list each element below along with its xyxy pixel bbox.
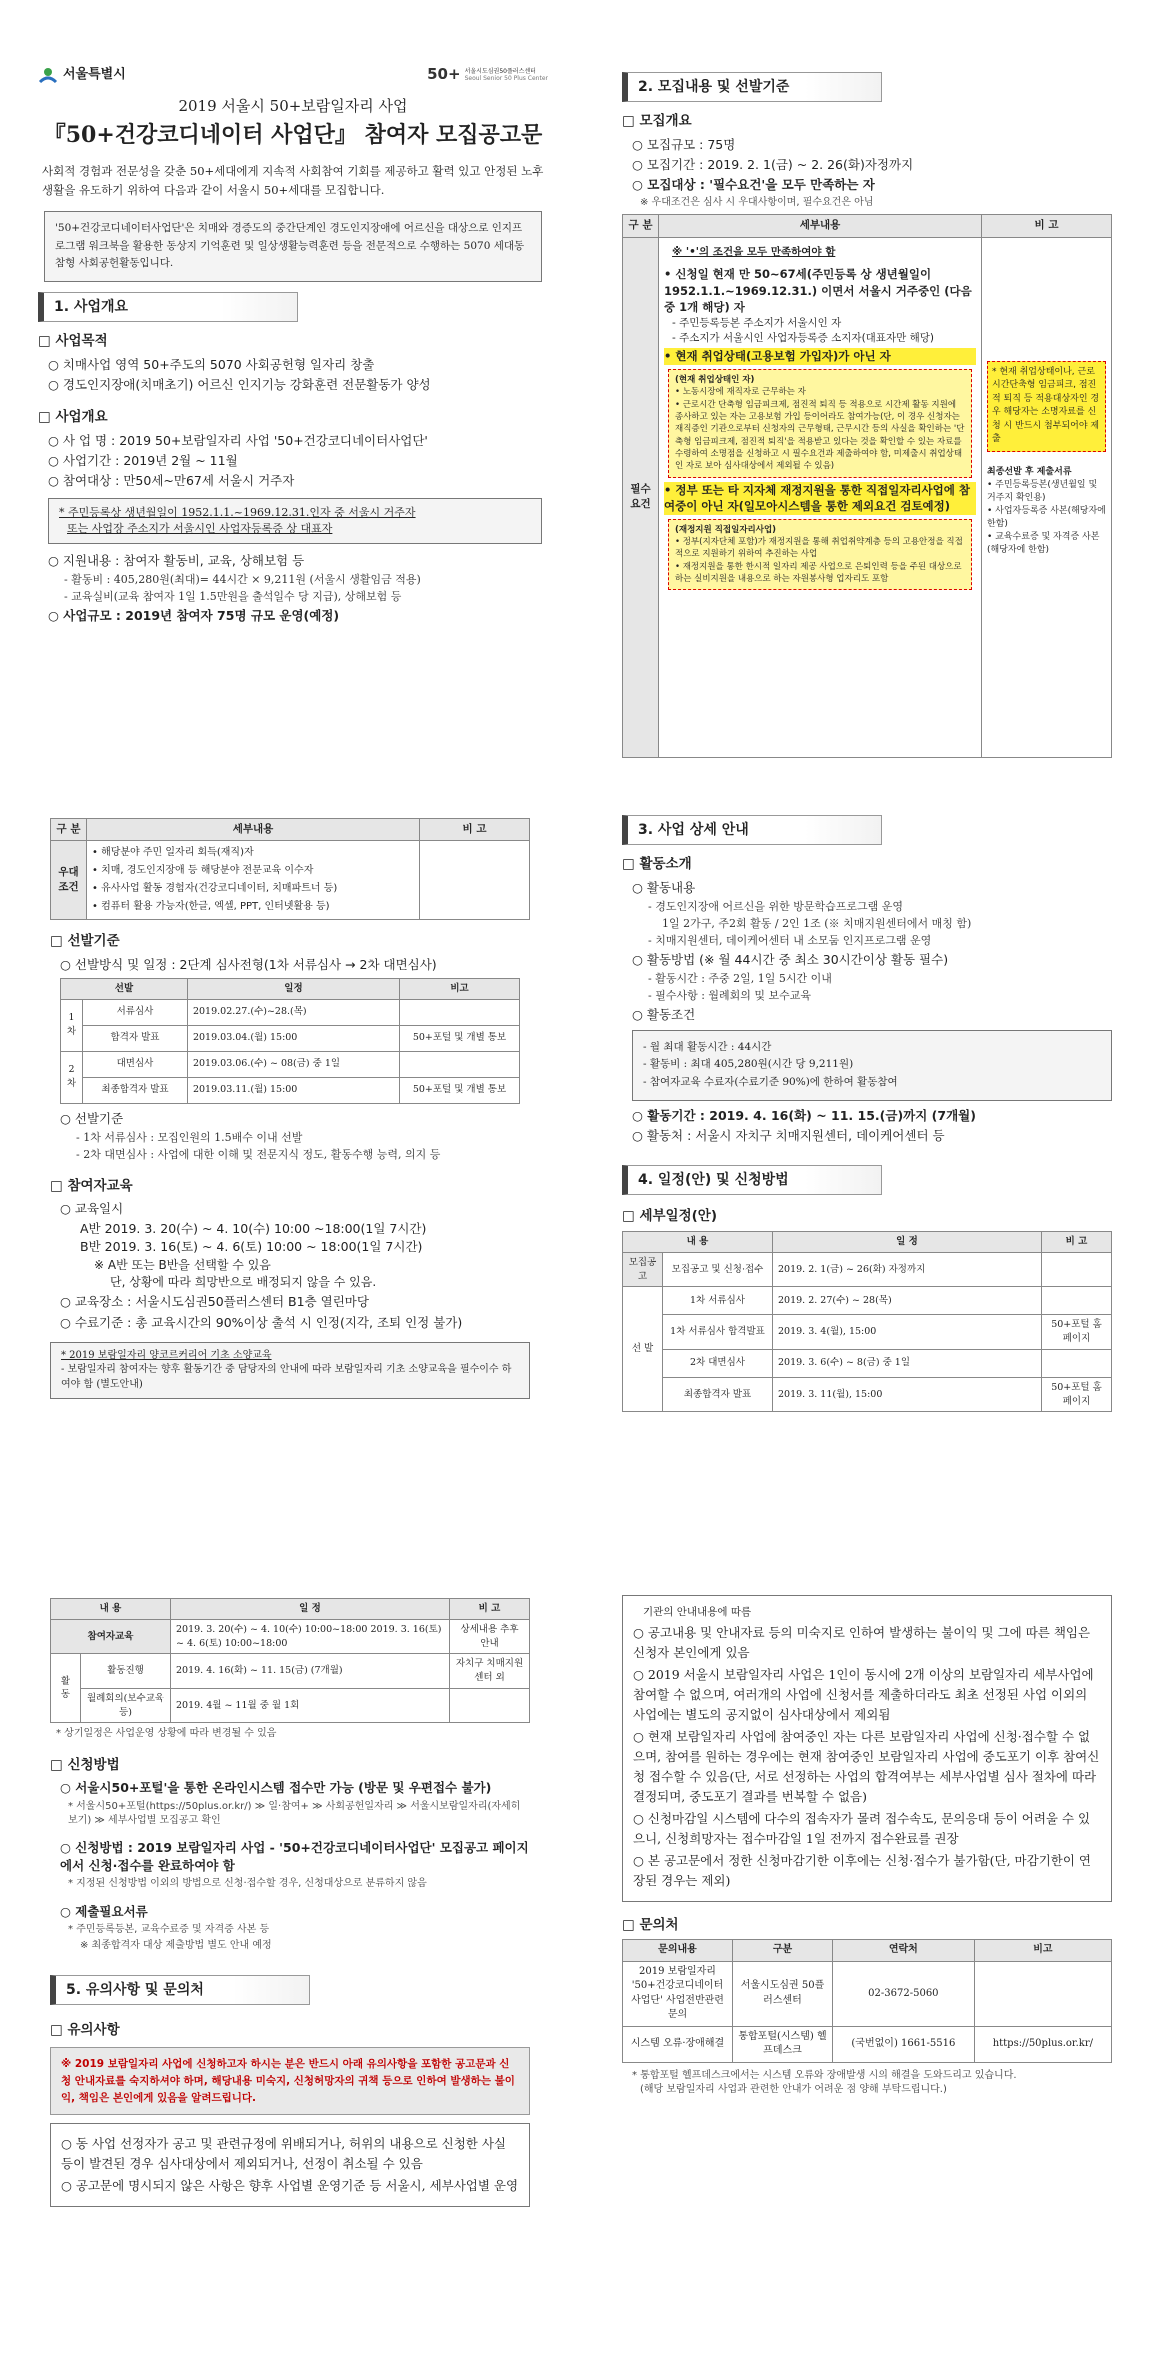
purpose-item: ○ 치매사업 영역 50+주도의 5070 사회공헌형 일자리 창출 — [48, 356, 548, 374]
employment-box: (현재 취업상태인 자) • 노동시장에 재직자로 근무하는 자 • 근로시간 단축형 임금피크제, 점진적 퇴직 등 적용으로 시간제 활동 지원에 종사하고 있는 자는 고용보험 가입 등이어라도 참여가능(단, 이 경우 신청자는 재직증인 기관으로부터 신청자의 근무형태, 근무시간 등의 사실을 확인하는 '단축형 임금피크제, 점진적 퇴직'을 적용받고 있다는 것을 확인할 수 있는 자료를 수령하여 소명점을 신청하고 시 필수요건과 제출하여야 함, 미제출시 취업상태인 자로 보아 심사대상에서 제외될 수 있음) — [668, 369, 972, 478]
contact-table: 문의내용 구분 연락처 비고 2019 보람일자리 '50+건강코디네이터사업단' 사업전반관련 문의 서울시도심권 50플러스센터 02-3672-5060 시스템 오류·장애해결 통합포털(시스템) 헬프데스크 (국번없이) 1661-5516 https://50plus.or.kr/ — [622, 1939, 1112, 2063]
selection-row: 합격자 발표 2019.03.04.(월) 15:00 50+포털 및 개별 통보 — [61, 1025, 520, 1051]
fifty-plus-logo: 50+ 서울시도심권50플러스센터 Seoul Senior 50 Plus Center — [427, 65, 548, 84]
support-item: ○ 지원내용 : 참여자 활동비, 교육, 상해보험 등 — [48, 552, 548, 570]
requirements-table: 구 분 세부내용 비 고 필수 요건 ※ '•'의 조건을 모두 만족하여야 함 • 신청일 현재 만 50~67세(주민등록 상 생년월일이 1952.1.1.~1969.12.31.) 이면서 서울시 거주중인 (다음 중 1개 해당) 자 - 주민등록등본 주소지가 서울시인 자 - 주소지가 서울시인 사업자등록증 소지자(대표자만 해당) • 현재 취업상태(고용보험 가입자)가 아닌 자 (현재 취업상태인 자) • 노동시장에 재직자로 근무하는 자 • 근로시간 단축형 임금피크제, 점진적 퇴직 등 적용으로 시간제 활동 지원에 종사하고 있는 자는 고용보험 가입 등이어라도 참여가능(단, 이 경우 신청자는 재직증인 기관으로부터 신청자의 근무형태, 근무시간 등의 사실을 확인하는 '단축형 임금피크제, 점진적 퇴직'을 적용받고 있다는 것을 확인할 수 있는 자료를 수령하여 소명점을 신청하고 시 필수요건과 제출하여야 함, 미제출시 취업상태인 자로 보아 심사대상에서 제외될 수 있음) • 정부 또는 타 지자체 재정지원을 통한 직접일자리사업에 참여중이 아닌 자(일모아시스템을 통한 제외요건 검토예정) (재정지원 직접일자리사업) • 정부(지자단체 포함)가 재정지원을 통해 취업취약계층 등의 고용안정을 직접적으로 지원하기 위하여 추진하는 사업 • 재정지원을 통한 한시적 일자리 제공 사업으로 은퇴인력 등을 주된 대상으로 하는 실비지원을 내용으로 하는 자원봉사형 업자리도 포함 * 현재 취업상태이나, 근로시간단축형 임금피크, 점진적 퇴직 등 적용대상자인 경우 해당자는 소명자료를 신청 시 반드시 첨부되어야 제출 최종선발 후 제출서류 • 주민등록등본(생년월일 및 거주지 확인용) • 사업자등록증 사본(해당자에 한함) • 교육수료증 및 자격증 사본(해당자에 한함) — [622, 214, 1112, 757]
caution-box: ※ 2019 보람일자리 사업에 신청하고자 하시는 분은 반드시 아래 유의사항을 포함한 공고문과 신청 안내자료를 숙지하셔야 하며, 해당내용 미숙지, 신청허망자의 귀책 등으로 인하여 발생하는 불이익, 책임은 본인에게 있음을 알려드립니다. — [50, 2047, 530, 2115]
seoul-logo: 서울특별시 — [38, 66, 126, 85]
page-title: 『50+건강코디네이터 사업단』 참여자 모집공고문 — [43, 121, 543, 148]
preference-table: 구 분 세부내용 비 고 우대 조건 • 해당분야 주민 일자리 회득(재직)자 • 치매, 경도인지장애 등 해당분야 전문교육 이수자 • 유사사업 활동 경험자(건강코디네이터, 치매파트너 등) • 컴퓨터 활용 가능자(한글, 엑셀, PPT, 인터넷활용 등) — [50, 818, 530, 920]
overview-item: ○ 사 업 명 : 2019 50+보람일자리 사업 '50+건강코디네이터사업단' — [48, 432, 548, 450]
apply-heading: □ 신청방법 — [50, 1756, 530, 1776]
recruit-heading: □ 모집개요 — [622, 112, 1112, 132]
eligibility-note-box: * 주민등록상 생년월일이 1952.1.1.~1969.12.31.인자 중 서울시 거주자 또는 사업장 주소지가 서울시인 사업자등록증 상 대표자 — [48, 498, 542, 544]
schedule-table-continued: 내 용 일 정 비 고 참여자교육 2019. 3. 20(수) ~ 4. 10(수) 10:00~18:00 2019. 3. 16(토) ~ 4. 6(토) 10:00~18:00 상세내용 추후 안내 활 동 활동진행 2019. 4. 16(화) ~ 11. 15(금) (7개월) 자치구 치매지원센터 외 월례회의(보수교육 등) 2019. 4월 ~ 11월 중 월 1회 — [50, 1598, 530, 1723]
note-highlight: * 현재 취업상태이나, 근로시간단축형 임금피크, 점진적 퇴직 등 적용대상자인 경우 해당자는 소명자료를 신청 시 반드시 첨부되어야 제출 — [987, 361, 1106, 452]
purpose-heading: □ 사업목적 — [38, 332, 548, 352]
selection-row: 1차 서류심사 2019.02.27.(수)~28.(목) — [61, 999, 520, 1025]
caution-list: ○ 동 사업 선정자가 공고 및 관련규정에 위배되거나, 허위의 내용으로 신청한 사실 등이 발견된 경우 심사대상에서 제외되거나, 선정이 취소될 수 있음 ○ 공고문에 명시되지 않은 사항은 향후 사업별 운영기준 등 서울시, 세부사업별 운영 — [50, 2123, 530, 2207]
overview-item: ○ 참여대상 : 만50세~만67세 서울시 거주자 — [48, 472, 548, 490]
education-heading: □ 참여자교육 — [50, 1177, 530, 1197]
section-1-title: 1. 사업개요 — [38, 292, 298, 322]
page-1: 서울특별시 50+ 서울시도심권50플러스센터 Seoul Senior 50 Plus Center 2019 서울시 50+보람일자리 사업 『50+건강코디네이터 사업단』 참여자 모집공고문 사회적 경험과 전문성을 갖춘 50+세대에게 지속적 사회참여 기회를 제공하고 활력 있고 안정된 노후생활을 유도하기 위하여 다음과 같이 서울시 50+세대를 모집합니다. '50+건강코디네이터사업단'은 치매와 경증도의 중간단계인 경도인지장애에 어르신을 대상으로 인지프로그램 워크북을 활용한 동상지 기억훈련 및 일상생활능력훈련 등을 전문적으로 수행하는 5070 세대동참형 사회공헌활동입니다. 1. 사업개요 □ 사업목적 ○ 치매사업 영역 50+주도의 5070 사회공헌형 일자리 창출 ○ 경도인지장애(치매초기) 어르신 인지기능 강화훈련 전문활동가 양성 □ 사업개요 ○ 사 업 명 : 2019 50+보람일자리 사업 '50+건강코디네이터사업단' ○ 사업기간 : 2019년 2월 ~ 11월 ○ 참여대상 : 만50세~만67세 서울시 거주자 * 주민등록상 생년월일이 1952.1.1.~1969.12.31.인자 중 서울시 거주자 또는 사업장 주소지가 서울시인 사업자등록증 상 대표자 ○ 지원내용 : 참여자 활동비, 교육, 상해보험 등 - 활동비 : 405,280원(최대)= 44시간 × 9,211원 (서울시 생활임금 적용) - 교육실비(교육 참여자 1일 1.5만원을 출석일수 당 지급), 상해보험 등 ○ 사업규모 : 2019년 참여자 75명 규모 운영(예정) — [38, 62, 548, 782]
title-line1: 2019 서울시 50+보람일자리 사업 — [178, 97, 408, 115]
intro-text: 사회적 경험과 전문성을 갖춘 50+세대에게 지속적 사회참여 기회를 제공하고 활력 있고 안정된 노후생활을 유도하기 위하여 다음과 같이 서울시 50+세대를 모집합니다. — [42, 163, 544, 198]
selection-row: 2차 대면심사 2019.03.06.(수) ~ 08(금) 중 1일 — [61, 1051, 520, 1077]
financial-support-box: (재정지원 직접일자리사업) • 정부(지자단체 포함)가 재정지원을 통해 취업취약계층 등의 고용안정을 직접적으로 지원하기 위하여 추진하는 사업 • 재정지원을 통한 한시적 일자리 제공 사업으로 은퇴인력 등을 주된 대상으로 하는 실비지원을 내용으로 하는 자원봉사형 업자리도 포함 — [668, 519, 972, 591]
overview-item: ○ 사업기간 : 2019년 2월 ~ 11월 — [48, 452, 548, 470]
selection-heading: □ 선발기준 — [50, 932, 530, 952]
activity-heading: □ 활동소개 — [622, 855, 1112, 875]
caution-heading: □ 유의사항 — [50, 2021, 530, 2041]
portal-link[interactable]: https://50plus.or.kr/ — [974, 2026, 1111, 2062]
onboarding-box: * 2019 보람일자리 양코르커리어 기초 소양교육 - 보람일자리 참여자는 향후 활동기간 중 담당자의 안내에 따라 보람일자리 기초 소양교육을 필수이수 하여야 함 (별도안내) — [50, 1342, 530, 1400]
contact-heading: □ 문의처 — [622, 1916, 1112, 1936]
caution-list-continued: 기관의 안내내용에 따름 ○ 공고내용 및 안내자료 등의 미숙지로 인하여 발생하는 불이익 및 그에 따른 책임은 신청자 본인에게 있음 ○ 2019 서울시 보람일자리 사업은 1인이 동시에 2개 이상의 보람일자리 세부사업에 참여할 수 없으며, 여러개의 사업에 신청서를 제출하더라도 최초 선정된 사업 이외의 사업에는 별도의 공지없이 심사대상에서 제외됨 ○ 현재 보람일자리 사업에 참여중인 자는 다른 보람일자리 사업에 신청·접수할 수 없으며, 참여를 원하는 경우에는 현재 참여중인 보람일자리 사업에 중도포기 이후 참여신청 접수할 수 있음(단, 서로 선정하는 사업의 합격여부는 세부사업별 심사 절차에 따라 결정되며, 중도포기 결과를 번복할 수 없음) ○ 신청마감일 시스템에 다수의 접속자가 몰려 접수속도, 문의응대 등이 어려울 수 있으니, 신청희망자는 접수마감일 1일 전까지 접수완료를 권장 ○ 본 공고문에서 정한 신청마감기한 이후에는 신청·접수가 불가함(단, 마감기한이 연장된 경우는 제외) — [622, 1595, 1112, 1902]
page-4: 3. 사업 상세 안내 □ 활동소개 ○ 활동내용 - 경도인지장애 어르신을 위한 방문학습프로그램 운영 1일 2가구, 주2회 활동 / 2인 1조 (※ 치매지원센터에서 매칭 함) - 치매지원센터, 데이케어센터 내 소모둠 인지프로그램 운영 ○ 활동방법 (※ 월 44시간 중 최소 30시간이상 활동 필수) - 활동시간 : 주중 2일, 1일 5시간 이내 - 필수사항 : 월례회의 및 보수교육 ○ 활동조건 - 월 최대 활동시간 : 44시간 - 활동비 : 최대 405,280원(시간 당 9,211원) - 참여자교육 수료자(수료기준 90%)에 한하여 활동참여 ○ 활동기간 : 2019. 4. 16(화) ~ 11. 15.(금)까지 (7개월) ○ 활동처 : 서울시 자치구 치매지원센터, 데이케어센터 등 4. 일정(안) 및 신청방법 □ 세부일정(안) 내 용 일 정 비 고 모집공고 모집공고 및 신청·접수 2019. 2. 1(금) ~ 26(화) 자정까지 선 발 1차 서류심사 2019. 2. 27(수) ~ 28(목) 1차 서류심사 합격발표 2019. 3. 4(월), 15:00 50+포털 홈페이지 2차 대면심사 2019. 3. 6(수) ~ 8(금) 중 1일 최종합격자 발표 2019. 3. 11(월), 15:00 50+포털 홈페이지 — [622, 815, 1112, 1495]
section-4-title: 4. 일정(안) 및 신청방법 — [622, 1165, 882, 1195]
schedule-heading: □ 세부일정(안) — [622, 1207, 1112, 1227]
page-header — [38, 62, 548, 88]
purpose-item: ○ 경도인지장애(치매초기) 어르신 인지기능 강화훈련 전문활동가 양성 — [48, 376, 548, 394]
section-5-title: 5. 유의사항 및 문의처 — [50, 1975, 310, 2005]
page-2: 2. 모집내용 및 선발기준 □ 모집개요 ○ 모집규모 : 75명 ○ 모집기간 : 2019. 2. 1(금) ~ 2. 26(화)자정까지 ○ 모집대상 : '필수요건'을 모두 만족하는 자 ※ 우대조건은 심사 시 우대사항이며, 필수요건은 아님 구 분 세부내용 비 고 필수 요건 ※ '•'의 조건을 모두 만족하여야 함 • 신청일 현재 만 50~67세(주민등록 상 생년월일이 1952.1.1.~1969.12.31.) 이면서 서울시 거주중인 (다음 중 1개 해당) 자 - 주민등록등본 주소지가 서울시인 자 - 주소지가 서울시인 사업자등록증 소지자(대표자만 해당) • 현재 취업상태(고용보험 가입자)가 아닌 자 (현재 취업상태인 자) • 노동시장에 재직자로 근무하는 자 • 근로시간 단축형 임금피크제, 점진적 퇴직 등 적용으로 시간제 활동 지원에 종사하고 있는 자는 고용보험 가입 등이어라도 참여가능(단, 이 경우 신청자는 재직증인 기관으로부터 신청자의 근무형태, 근무시간 등의 사실을 확인하는 '단축형 임금피크제, 점진적 퇴직'을 적용받고 있다는 것을 확인할 수 있는 자료를 수령하여 소명점을 신청하고 시 필수요건과 제출하여야 함, 미제출시 취업상태인 자로 보아 심사대상에서 제외될 수 있음) • 정부 또는 타 지자체 재정지원을 통한 직접일자리사업에 참여중이 아닌 자(일모아시스템을 통한 제외요건 검토예정) (재정지원 직접일자리사업) • 정부(지자단체 포함)가 재정지원을 통해 취업취약계층 등의 고용안정을 직접적으로 지원하기 위하여 추진하는 사업 • 재정지원을 통한 한시적 일자리 제공 사업으로 은퇴인력 등을 주된 대상으로 하는 실비지원을 내용으로 하는 자원봉사형 업자리도 포함 * 현재 취업상태이나, 근로시간단축형 임금피크, 점진적 퇴직 등 적용대상자인 경우 해당자는 소명자료를 신청 시 반드시 첨부되어야 제출 최종선발 후 제출서류 • 주민등록등본(생년월일 및 거주지 확인용) • 사업자등록증 사본(해당자에 한함) • 교육수료증 및 자격증 사본(해당자에 한함) — [622, 72, 1112, 772]
intro-box: '50+건강코디네이터사업단'은 치매와 경증도의 중간단계인 경도인지장애에 어르신을 대상으로 인지프로그램 워크북을 활용한 동상지 기억훈련 및 일상생활능력훈련 등을 전문적으로 수행하는 5070 세대동참형 사회공헌활동입니다. — [44, 211, 542, 283]
overview-heading: □ 사업개요 — [38, 408, 548, 428]
page-6: 기관의 안내내용에 따름 ○ 공고내용 및 안내자료 등의 미숙지로 인하여 발생하는 불이익 및 그에 따른 책임은 신청자 본인에게 있음 ○ 2019 서울시 보람일자리 사업은 1인이 동시에 2개 이상의 보람일자리 세부사업에 참여할 수 없으며, 여러개의 사업에 신청서를 제출하더라도 최초 선정된 사업 이외의 사업에는 별도의 공지없이 심사대상에서 제외됨 ○ 현재 보람일자리 사업에 참여중인 자는 다른 보람일자리 사업에 신청·접수할 수 없으며, 참여를 원하는 경우에는 현재 참여중인 보람일자리 사업에 중도포기 이후 참여신청 접수할 수 있음(단, 서로 선정하는 사업의 합격여부는 세부사업별 심사 절차에 따라 결정되며, 중도포기 결과를 번복할 수 없음) ○ 신청마감일 시스템에 다수의 접속자가 몰려 접수속도, 문의응대 등이 어려울 수 있으니, 신청희망자는 접수마감일 1일 전까지 접수완료를 권장 ○ 본 공고문에서 정한 신청마감기한 이후에는 신청·접수가 불가함(단, 마감기한이 연장된 경우는 제외) □ 문의처 문의내용 구분 연락처 비고 2019 보람일자리 '50+건강코디네이터사업단' 사업전반관련 문의 서울시도심권 50플러스센터 02-3672-5060 시스템 오류·장애해결 통합포털(시스템) 헬프데스크 (국번없이) 1661-5516 https://50plus.or.kr/ * 통합포털 헬프데스크에서는 시스템 오류와 장애발생 시의 해결을 도와드리고 있습니다. (해당 보람일자리 사업과 관련한 안내가 어려운 점 양해 부탁드립니다.) — [622, 1595, 1112, 2335]
page-5: 내 용 일 정 비 고 참여자교육 2019. 3. 20(수) ~ 4. 10(수) 10:00~18:00 2019. 3. 16(토) ~ 4. 6(토) 10:00~18:00 상세내용 추후 안내 활 동 활동진행 2019. 4. 16(화) ~ 11. 15(금) (7개월) 자치구 치매지원센터 외 월례회의(보수교육 등) 2019. 4월 ~ 11월 중 월 1회 * 상기일정은 사업운영 상황에 따라 변경될 수 있음 □ 신청방법 ○ 서울시50+포털'을 통한 온라인시스템 접수만 가능 (방문 및 우편접수 불가) * 서울시50+포털(https://50plus.or.kr/) ≫ 일·참여+ ≫ 사회공헌일자리 ≫ 서울시보람일자리(자세히보기) ≫ 세부사업별 모집공고 확인 ○ 신청방법 : 2019 보람일자리 사업 - '50+건강코디네이터사업단' 모집공고 페이지에서 신청·접수를 완료하여야 함 * 지정된 신청방법 이외의 방법으로 신청·접수할 경우, 신청대상으로 분류하지 않음 ○ 제출필요서류 * 주민등록등본, 교육수료증 및 자격증 사본 등 ※ 최종합격자 대상 제출방법 별도 안내 예정 5. 유의사항 및 문의처 □ 유의사항 ※ 2019 보람일자리 사업에 신청하고자 하시는 분은 반드시 아래 유의사항을 포함한 공고문과 신청 안내자료를 숙지하셔야 하며, 해당내용 미숙지, 신청허망자의 귀책 등으로 인하여 발생하는 불이익, 책임은 본인에게 있음을 알려드립니다. ○ 동 사업 선정자가 공고 및 관련규정에 위배되거나, 허위의 내용으로 신청한 사실 등이 발견된 경우 심사대상에서 제외되거나, 선정이 취소될 수 있음 ○ 공고문에 명시되지 않은 사항은 향후 사업별 운영기준 등 서울시, 세부사업별 운영 — [50, 1598, 530, 2338]
selection-schedule-table: 선발 일정 비고 1차 서류심사 2019.02.27.(수)~28.(목) 합격자 발표 2019.03.04.(월) 15:00 50+포털 및 개별 통보 2차 대면심사 2019.03.06.(수) ~ 08(금) 중 1일 최종합격자 발표 2019.03.11.(월) 15:00 50+포털 및 개별 통보 — [60, 978, 520, 1104]
page-3: 구 분 세부내용 비 고 우대 조건 • 해당분야 주민 일자리 회득(재직)자 • 치매, 경도인지장애 등 해당분야 전문교육 이수자 • 유사사업 활동 경험자(건강코디네이터, 치매파트너 등) • 컴퓨터 활용 가능자(한글, 엑셀, PPT, 인터넷활용 등) □ 선발기준 ○ 선발방식 및 일정 : 2단계 심사전형(1차 서류심사 → 2차 대면심사) 선발 일정 비고 1차 서류심사 2019.02.27.(수)~28.(목) 합격자 발표 2019.03.04.(월) 15:00 50+포털 및 개별 통보 2차 대면심사 2019.03.06.(수) ~ 08(금) 중 1일 최종합격자 발표 2019.03.11.(월) 15:00 50+포털 및 개별 통보 ○ 선발기준 - 1차 서류심사 : 모집인원의 1.5배수 이내 선발 - 2차 대면심사 : 사업에 대한 이해 및 전문지식 정도, 활동수행 능력, 의지 등 □ 참여자교육 ○ 교육일시 A반 2019. 3. 20(수) ~ 4. 10(수) 10:00 ~18:00(1일 7시간) B반 2019. 3. 16(토) ~ 4. 6(토) 10:00 ~ 18:00(1일 7시간) ※ A반 또는 B반을 선택할 수 있음 단, 상황에 따라 희망반으로 배정되지 않을 수 있음. ○ 교육장소 : 서울시도심권50플러스센터 B1층 열린마당 ○ 수료기준 : 총 교육시간의 90%이상 출석 시 인정(지각, 조퇴 인정 불가) * 2019 보람일자리 양코르커리어 기초 소양교육 - 보람일자리 참여자는 향후 활동기간 중 담당자의 안내에 따라 보람일자리 기초 소양교육을 필수이수 하여야 함 (별도안내) — [50, 818, 530, 1498]
section-3-title: 3. 사업 상세 안내 — [622, 815, 882, 845]
selection-row: 최종합격자 발표 2019.03.11.(월) 15:00 50+포털 및 개별 통보 — [61, 1077, 520, 1103]
scale-item: ○ 사업규모 : 2019년 참여자 75명 규모 운영(예정) — [48, 607, 548, 625]
section-2-title: 2. 모집내용 및 선발기준 — [622, 72, 882, 102]
schedule-table: 내 용 일 정 비 고 모집공고 모집공고 및 신청·접수 2019. 2. 1(금) ~ 26(화) 자정까지 선 발 1차 서류심사 2019. 2. 27(수) ~ 28(목) 1차 서류심사 합격발표 2019. 3. 4(월), 15:00 50+포털 홈페이지 2차 대면심사 2019. 3. 6(수) ~ 8(금) 중 1일 최종합격자 발표 2019. 3. 11(월), 15:00 50+포털 홈페이지 — [622, 1231, 1112, 1412]
activity-condition-box: - 월 최대 활동시간 : 44시간 - 활동비 : 최대 405,280원(시간 당 9,211원) - 참여자교육 수료자(수료기준 90%)에 한하여 활동참여 — [632, 1030, 1112, 1102]
seoul-logo-icon — [38, 66, 58, 84]
